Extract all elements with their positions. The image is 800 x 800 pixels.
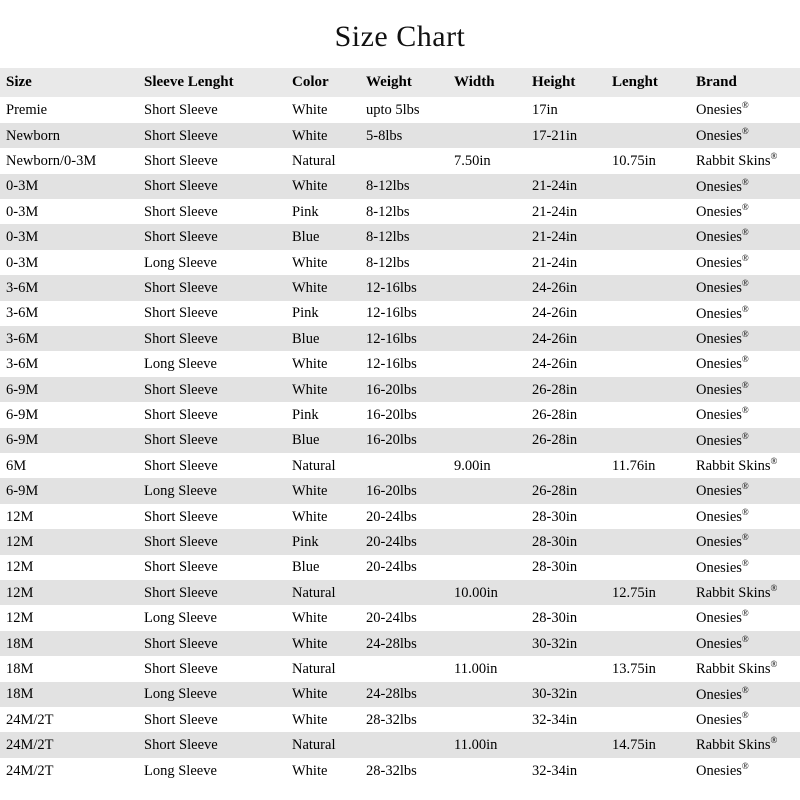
- cell-14-0: 6M: [0, 453, 138, 478]
- cell-25-6: 14.75in: [606, 732, 690, 757]
- registered-mark: ®: [741, 303, 749, 314]
- cell-4-2: Pink: [286, 199, 360, 224]
- table-row: [0, 148, 800, 173]
- cell-0-2: White: [286, 97, 360, 122]
- cell-7-5: 24-26in: [526, 275, 606, 300]
- cell-3-0: 0-3M: [0, 174, 138, 199]
- cell-16-1: Short Sleeve: [138, 504, 286, 529]
- table-body: [0, 97, 800, 783]
- cell-7-4: [448, 275, 526, 300]
- cell-24-7: Onesies®: [690, 707, 800, 732]
- cell-6-1: Long Sleeve: [138, 250, 286, 275]
- cell-4-5: 21-24in: [526, 199, 606, 224]
- cell-4-3: 8-12lbs: [360, 199, 448, 224]
- cell-24-5: 32-34in: [526, 707, 606, 732]
- cell-5-3: 8-12lbs: [360, 224, 448, 249]
- cell-6-6: [606, 250, 690, 275]
- cell-12-2: Pink: [286, 402, 360, 427]
- cell-5-5: 21-24in: [526, 224, 606, 249]
- column-header-2: Color: [286, 68, 360, 97]
- cell-7-6: [606, 275, 690, 300]
- cell-15-7: Onesies®: [690, 478, 800, 503]
- cell-8-4: [448, 301, 526, 326]
- cell-6-3: 8-12lbs: [360, 250, 448, 275]
- cell-3-4: [448, 174, 526, 199]
- cell-6-2: White: [286, 250, 360, 275]
- cell-17-1: Short Sleeve: [138, 529, 286, 554]
- cell-5-0: 0-3M: [0, 224, 138, 249]
- cell-26-6: [606, 758, 690, 783]
- cell-1-2: White: [286, 123, 360, 148]
- table-row: [0, 250, 800, 275]
- cell-22-4: 11.00in: [448, 656, 526, 681]
- cell-2-6: 10.75in: [606, 148, 690, 173]
- cell-17-7: Onesies®: [690, 529, 800, 554]
- cell-3-6: [606, 174, 690, 199]
- cell-23-6: [606, 682, 690, 707]
- cell-15-4: [448, 478, 526, 503]
- table-header: [0, 68, 800, 97]
- cell-19-5: [526, 580, 606, 605]
- cell-16-7: Onesies®: [690, 504, 800, 529]
- registered-mark: ®: [770, 455, 778, 466]
- cell-11-2: White: [286, 377, 360, 402]
- cell-18-4: [448, 555, 526, 580]
- cell-16-6: [606, 504, 690, 529]
- cell-20-0: 12M: [0, 605, 138, 630]
- cell-24-3: 28-32lbs: [360, 707, 448, 732]
- cell-17-4: [448, 529, 526, 554]
- cell-20-3: 20-24lbs: [360, 605, 448, 630]
- registered-mark: ®: [741, 633, 749, 644]
- cell-1-1: Short Sleeve: [138, 123, 286, 148]
- cell-23-4: [448, 682, 526, 707]
- registered-mark: ®: [741, 557, 749, 568]
- registered-mark: ®: [741, 278, 749, 289]
- cell-1-5: 17-21in: [526, 123, 606, 148]
- registered-mark: ®: [741, 125, 749, 136]
- cell-21-6: [606, 631, 690, 656]
- cell-24-1: Short Sleeve: [138, 707, 286, 732]
- cell-17-6: [606, 529, 690, 554]
- registered-mark: ®: [741, 227, 749, 238]
- cell-13-1: Short Sleeve: [138, 428, 286, 453]
- registered-mark: ®: [741, 354, 749, 365]
- cell-14-5: [526, 453, 606, 478]
- cell-9-4: [448, 326, 526, 351]
- cell-25-2: Natural: [286, 732, 360, 757]
- cell-7-2: White: [286, 275, 360, 300]
- cell-20-5: 28-30in: [526, 605, 606, 630]
- registered-mark: ®: [741, 405, 749, 416]
- cell-18-1: Short Sleeve: [138, 555, 286, 580]
- cell-2-7: Rabbit Skins®: [690, 148, 800, 173]
- cell-18-3: 20-24lbs: [360, 555, 448, 580]
- table-row: [0, 478, 800, 503]
- cell-18-0: 12M: [0, 555, 138, 580]
- cell-15-1: Long Sleeve: [138, 478, 286, 503]
- cell-8-2: Pink: [286, 301, 360, 326]
- cell-17-5: 28-30in: [526, 529, 606, 554]
- cell-1-0: Newborn: [0, 123, 138, 148]
- cell-8-1: Short Sleeve: [138, 301, 286, 326]
- cell-10-2: White: [286, 351, 360, 376]
- cell-11-3: 16-20lbs: [360, 377, 448, 402]
- table-row: [0, 504, 800, 529]
- cell-3-7: Onesies®: [690, 174, 800, 199]
- cell-10-6: [606, 351, 690, 376]
- cell-5-2: Blue: [286, 224, 360, 249]
- registered-mark: ®: [741, 328, 749, 339]
- table-row: [0, 224, 800, 249]
- cell-22-2: Natural: [286, 656, 360, 681]
- cell-8-5: 24-26in: [526, 301, 606, 326]
- registered-mark: ®: [741, 201, 749, 212]
- cell-1-7: Onesies®: [690, 123, 800, 148]
- cell-7-0: 3-6M: [0, 275, 138, 300]
- cell-1-4: [448, 123, 526, 148]
- registered-mark: ®: [741, 379, 749, 390]
- table-row: [0, 631, 800, 656]
- cell-22-0: 18M: [0, 656, 138, 681]
- cell-13-2: Blue: [286, 428, 360, 453]
- registered-mark: ®: [741, 100, 749, 111]
- cell-5-4: [448, 224, 526, 249]
- cell-20-1: Long Sleeve: [138, 605, 286, 630]
- registered-mark: ®: [741, 252, 749, 263]
- registered-mark: ®: [770, 659, 778, 670]
- cell-13-7: Onesies®: [690, 428, 800, 453]
- table-row: [0, 605, 800, 630]
- cell-1-3: 5-8lbs: [360, 123, 448, 148]
- cell-15-2: White: [286, 478, 360, 503]
- cell-23-0: 18M: [0, 682, 138, 707]
- size-chart-table: [0, 68, 800, 783]
- table-row: [0, 301, 800, 326]
- cell-24-0: 24M/2T: [0, 707, 138, 732]
- cell-2-4: 7.50in: [448, 148, 526, 173]
- cell-4-0: 0-3M: [0, 199, 138, 224]
- cell-6-0: 0-3M: [0, 250, 138, 275]
- registered-mark: ®: [741, 684, 749, 695]
- cell-16-3: 20-24lbs: [360, 504, 448, 529]
- cell-25-7: Rabbit Skins®: [690, 732, 800, 757]
- cell-17-3: 20-24lbs: [360, 529, 448, 554]
- cell-1-6: [606, 123, 690, 148]
- cell-21-4: [448, 631, 526, 656]
- table-row: [0, 199, 800, 224]
- cell-2-1: Short Sleeve: [138, 148, 286, 173]
- cell-10-5: 24-26in: [526, 351, 606, 376]
- table-row: [0, 174, 800, 199]
- cell-23-1: Long Sleeve: [138, 682, 286, 707]
- cell-4-6: [606, 199, 690, 224]
- cell-0-5: 17in: [526, 97, 606, 122]
- cell-2-3: [360, 148, 448, 173]
- column-header-4: Width: [448, 68, 526, 97]
- cell-26-3: 28-32lbs: [360, 758, 448, 783]
- cell-21-7: Onesies®: [690, 631, 800, 656]
- page-title: Size Chart: [334, 20, 466, 53]
- cell-19-1: Short Sleeve: [138, 580, 286, 605]
- cell-20-2: White: [286, 605, 360, 630]
- cell-12-7: Onesies®: [690, 402, 800, 427]
- cell-19-7: Rabbit Skins®: [690, 580, 800, 605]
- cell-11-6: [606, 377, 690, 402]
- cell-15-0: 6-9M: [0, 478, 138, 503]
- cell-13-6: [606, 428, 690, 453]
- cell-4-7: Onesies®: [690, 199, 800, 224]
- cell-12-6: [606, 402, 690, 427]
- cell-6-7: Onesies®: [690, 250, 800, 275]
- registered-mark: ®: [741, 430, 749, 441]
- cell-19-0: 12M: [0, 580, 138, 605]
- cell-9-0: 3-6M: [0, 326, 138, 351]
- cell-21-3: 24-28lbs: [360, 631, 448, 656]
- cell-5-1: Short Sleeve: [138, 224, 286, 249]
- cell-0-1: Short Sleeve: [138, 97, 286, 122]
- cell-9-1: Short Sleeve: [138, 326, 286, 351]
- cell-2-0: Newborn/0-3M: [0, 148, 138, 173]
- cell-5-6: [606, 224, 690, 249]
- cell-0-6: [606, 97, 690, 122]
- cell-19-2: Natural: [286, 580, 360, 605]
- cell-26-4: [448, 758, 526, 783]
- table-row: [0, 580, 800, 605]
- cell-21-0: 18M: [0, 631, 138, 656]
- cell-22-1: Short Sleeve: [138, 656, 286, 681]
- cell-8-0: 3-6M: [0, 301, 138, 326]
- cell-12-4: [448, 402, 526, 427]
- cell-20-4: [448, 605, 526, 630]
- cell-25-0: 24M/2T: [0, 732, 138, 757]
- registered-mark: ®: [741, 710, 749, 721]
- registered-mark: ®: [741, 760, 749, 771]
- cell-19-4: 10.00in: [448, 580, 526, 605]
- cell-21-2: White: [286, 631, 360, 656]
- cell-10-0: 3-6M: [0, 351, 138, 376]
- cell-26-1: Long Sleeve: [138, 758, 286, 783]
- cell-0-7: Onesies®: [690, 97, 800, 122]
- cell-23-3: 24-28lbs: [360, 682, 448, 707]
- cell-2-5: [526, 148, 606, 173]
- column-header-6: Lenght: [606, 68, 690, 97]
- cell-9-5: 24-26in: [526, 326, 606, 351]
- column-header-1: Sleeve Lenght: [138, 68, 286, 97]
- cell-7-7: Onesies®: [690, 275, 800, 300]
- cell-9-3: 12-16lbs: [360, 326, 448, 351]
- cell-23-2: White: [286, 682, 360, 707]
- registered-mark: ®: [770, 735, 778, 746]
- column-header-5: Height: [526, 68, 606, 97]
- registered-mark: ®: [741, 532, 749, 543]
- cell-16-5: 28-30in: [526, 504, 606, 529]
- cell-13-0: 6-9M: [0, 428, 138, 453]
- cell-16-4: [448, 504, 526, 529]
- table-row: [0, 275, 800, 300]
- column-header-3: Weight: [360, 68, 448, 97]
- cell-9-6: [606, 326, 690, 351]
- cell-7-3: 12-16lbs: [360, 275, 448, 300]
- cell-0-3: upto 5lbs: [360, 97, 448, 122]
- table-row: [0, 97, 800, 122]
- table-header-row: [0, 68, 800, 97]
- registered-mark: ®: [741, 608, 749, 619]
- table-row: [0, 453, 800, 478]
- cell-17-0: 12M: [0, 529, 138, 554]
- cell-0-0: Premie: [0, 97, 138, 122]
- cell-13-4: [448, 428, 526, 453]
- cell-24-4: [448, 707, 526, 732]
- cell-16-2: White: [286, 504, 360, 529]
- cell-9-7: Onesies®: [690, 326, 800, 351]
- cell-6-5: 21-24in: [526, 250, 606, 275]
- cell-23-5: 30-32in: [526, 682, 606, 707]
- table-row: [0, 529, 800, 554]
- cell-3-1: Short Sleeve: [138, 174, 286, 199]
- cell-13-3: 16-20lbs: [360, 428, 448, 453]
- table-row: [0, 707, 800, 732]
- cell-26-0: 24M/2T: [0, 758, 138, 783]
- cell-21-5: 30-32in: [526, 631, 606, 656]
- table-row: [0, 428, 800, 453]
- cell-12-1: Short Sleeve: [138, 402, 286, 427]
- cell-25-4: 11.00in: [448, 732, 526, 757]
- cell-11-5: 26-28in: [526, 377, 606, 402]
- cell-25-5: [526, 732, 606, 757]
- cell-25-1: Short Sleeve: [138, 732, 286, 757]
- cell-22-7: Rabbit Skins®: [690, 656, 800, 681]
- cell-22-5: [526, 656, 606, 681]
- cell-0-4: [448, 97, 526, 122]
- cell-14-7: Rabbit Skins®: [690, 453, 800, 478]
- cell-12-5: 26-28in: [526, 402, 606, 427]
- registered-mark: ®: [770, 583, 778, 594]
- cell-20-6: [606, 605, 690, 630]
- cell-3-5: 21-24in: [526, 174, 606, 199]
- registered-mark: ®: [741, 481, 749, 492]
- cell-14-1: Short Sleeve: [138, 453, 286, 478]
- cell-18-7: Onesies®: [690, 555, 800, 580]
- column-header-7: Brand: [690, 68, 800, 97]
- table-row: [0, 682, 800, 707]
- cell-15-5: 26-28in: [526, 478, 606, 503]
- cell-23-7: Onesies®: [690, 682, 800, 707]
- cell-11-7: Onesies®: [690, 377, 800, 402]
- table-row: [0, 326, 800, 351]
- cell-8-6: [606, 301, 690, 326]
- cell-7-1: Short Sleeve: [138, 275, 286, 300]
- cell-26-5: 32-34in: [526, 758, 606, 783]
- cell-10-4: [448, 351, 526, 376]
- cell-13-5: 26-28in: [526, 428, 606, 453]
- cell-18-5: 28-30in: [526, 555, 606, 580]
- cell-8-7: Onesies®: [690, 301, 800, 326]
- cell-18-6: [606, 555, 690, 580]
- cell-2-2: Natural: [286, 148, 360, 173]
- table-row: [0, 351, 800, 376]
- cell-10-7: Onesies®: [690, 351, 800, 376]
- cell-10-3: 12-16lbs: [360, 351, 448, 376]
- cell-15-3: 16-20lbs: [360, 478, 448, 503]
- table-row: [0, 555, 800, 580]
- cell-14-6: 11.76in: [606, 453, 690, 478]
- cell-15-6: [606, 478, 690, 503]
- cell-3-3: 8-12lbs: [360, 174, 448, 199]
- table-row: [0, 123, 800, 148]
- table-row: [0, 402, 800, 427]
- cell-18-2: Blue: [286, 555, 360, 580]
- cell-9-2: Blue: [286, 326, 360, 351]
- cell-4-1: Short Sleeve: [138, 199, 286, 224]
- cell-19-3: [360, 580, 448, 605]
- cell-19-6: 12.75in: [606, 580, 690, 605]
- cell-11-4: [448, 377, 526, 402]
- cell-10-1: Long Sleeve: [138, 351, 286, 376]
- cell-26-7: Onesies®: [690, 758, 800, 783]
- cell-14-4: 9.00in: [448, 453, 526, 478]
- table-row: [0, 656, 800, 681]
- registered-mark: ®: [741, 176, 749, 187]
- cell-5-7: Onesies®: [690, 224, 800, 249]
- cell-24-6: [606, 707, 690, 732]
- cell-26-2: White: [286, 758, 360, 783]
- cell-21-1: Short Sleeve: [138, 631, 286, 656]
- cell-8-3: 12-16lbs: [360, 301, 448, 326]
- cell-11-1: Short Sleeve: [138, 377, 286, 402]
- registered-mark: ®: [770, 151, 778, 162]
- cell-12-3: 16-20lbs: [360, 402, 448, 427]
- cell-4-4: [448, 199, 526, 224]
- cell-6-4: [448, 250, 526, 275]
- table-row: [0, 377, 800, 402]
- cell-25-3: [360, 732, 448, 757]
- cell-22-3: [360, 656, 448, 681]
- column-header-0: Size: [0, 68, 138, 97]
- table-row: [0, 758, 800, 783]
- cell-12-0: 6-9M: [0, 402, 138, 427]
- cell-22-6: 13.75in: [606, 656, 690, 681]
- cell-14-2: Natural: [286, 453, 360, 478]
- registered-mark: ®: [741, 506, 749, 517]
- cell-24-2: White: [286, 707, 360, 732]
- cell-20-7: Onesies®: [690, 605, 800, 630]
- table-row: [0, 732, 800, 757]
- cell-17-2: Pink: [286, 529, 360, 554]
- cell-3-2: White: [286, 174, 360, 199]
- cell-16-0: 12M: [0, 504, 138, 529]
- cell-14-3: [360, 453, 448, 478]
- cell-11-0: 6-9M: [0, 377, 138, 402]
